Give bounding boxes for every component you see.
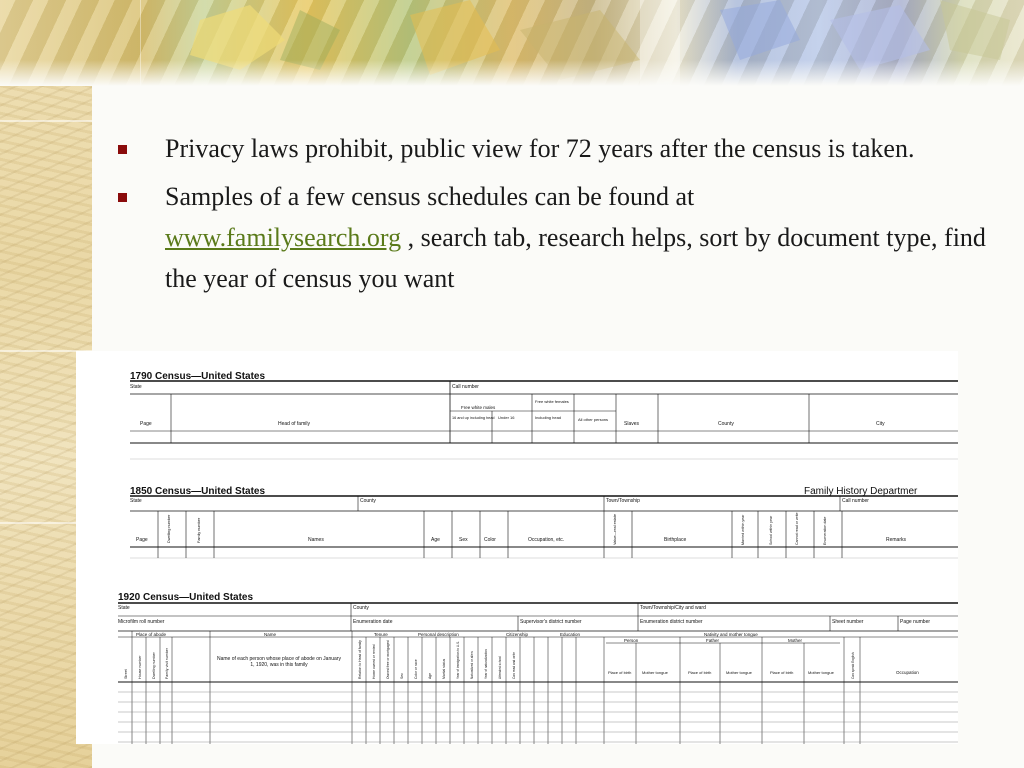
census-1790-col-city: City [876, 421, 885, 427]
census-1920-col-can-read: Can read and write [512, 652, 516, 679]
census-1920-col-family: Family visit number [165, 648, 169, 679]
census-1920-col-street: Street [124, 669, 128, 679]
census-forms-image [76, 351, 958, 744]
bullet-text-lead: Samples of a few census schedules can be found at [165, 182, 695, 211]
census-1920-col-year-immigration: Year of immigration to U.S. [456, 641, 460, 679]
census-1850-call-number-label: Call number [842, 498, 869, 504]
census-1920-col-relation: Relation to Head of family [358, 640, 362, 679]
census-1920-father: Father [706, 638, 720, 643]
census-1790-col-16-up: 16 and up including head [452, 416, 495, 420]
census-1850-col-married: Married within year [741, 514, 745, 545]
census-1850-form [130, 486, 958, 558]
census-1850-col-names: Names [308, 537, 324, 543]
census-1920-state-label: State [118, 605, 130, 611]
census-1920-microfilm-label: Microfilm roll number [118, 619, 165, 625]
census-1850-col-page: Page [136, 537, 148, 543]
census-1790-call-number-label: Call number [452, 384, 479, 390]
census-1920-page-label: Page number [900, 619, 931, 625]
census-1850-col-color: Color [484, 537, 496, 543]
census-1850-state-label: State [130, 498, 142, 504]
bullet-item [112, 128, 992, 169]
bullet-item [112, 176, 992, 299]
census-1850-col-cannot-read: Cannot read or write [795, 512, 799, 545]
census-1850-county-label: County [360, 498, 376, 504]
census-1850-col-sex: Sex [459, 537, 468, 543]
bullet-square-icon [118, 145, 127, 154]
census-1920-col-name-desc: Name of each person whose place of abode on January 1, 1920, was in this family [217, 656, 341, 668]
census-1920-enum-district-label: Enumeration district number [640, 619, 703, 625]
census-1790-col-head-of-family: Head of family [278, 421, 310, 427]
census-1850-institution: Family History Departmer [804, 486, 918, 497]
census-1790-state-label: State [130, 384, 142, 390]
census-1920-col-year-naturalization: Year of naturalization [484, 649, 488, 679]
census-1850-town-label: Town/Township [606, 498, 640, 504]
census-1920-town-label: Town/Township/City and ward [640, 605, 706, 611]
census-1790-col-slaves: Slaves [624, 421, 640, 427]
census-1790-col-including-head: Including head [535, 415, 562, 420]
census-1920-name-header: Name [264, 632, 277, 637]
census-1920-place-of-abode: Place of abode [136, 632, 167, 637]
census-1920-tenure: Tenure [374, 632, 388, 637]
census-1790-col-under-16: Under 16 [498, 415, 515, 420]
census-1850-col-dwelling: Dwelling number [167, 514, 171, 543]
census-1790-form [130, 371, 958, 459]
census-1920-col-naturalized: Naturalized or alien [470, 651, 474, 679]
census-1920-col-home-owned: Home owned or rented [372, 644, 376, 679]
census-1920-col-mother-place-birth: Place of birth [770, 670, 794, 675]
census-1920-sheet-label: Sheet number [832, 619, 864, 625]
census-1920-citizenship: Citizenship [506, 632, 529, 637]
census-1920-nativity: Nativity and mother tongue [704, 632, 758, 637]
census-1920-county-label: County [353, 605, 369, 611]
census-1920-col-color: Color or race [414, 659, 418, 679]
census-1850-col-occupation: Occupation, etc. [528, 537, 565, 543]
census-1920-personal-description: Personal description [418, 632, 459, 637]
top-banner [0, 0, 1024, 86]
census-1850-col-birthplace: Birthplace [664, 537, 687, 543]
census-1920-col-father-mother-tongue: Mother tongue [726, 670, 752, 675]
census-1850-col-age: Age [431, 537, 440, 543]
bullet-square-icon [118, 193, 127, 202]
census-1920-col-mother-tongue: Mother tongue [642, 670, 668, 675]
census-1850-col-enumeration: Enumeration date [823, 516, 827, 545]
census-1920-form [118, 592, 958, 744]
census-1850-col-family: Family number [197, 517, 201, 543]
census-1920-supervisor-label: Supervisor's district number [520, 619, 582, 625]
census-1850-col-remarks: Remarks [886, 537, 907, 543]
census-1920-education: Education [560, 632, 581, 637]
census-1920-col-father-place-birth: Place of birth [688, 670, 712, 675]
census-1920-col-marital: Marital status [442, 658, 446, 679]
census-1920-col-dwelling: Dwelling number [152, 652, 156, 679]
census-1790-title: 1790 Census—United States [130, 371, 266, 382]
census-1790-free-white-males: Free white males [461, 405, 496, 410]
census-1790-col-page: Page [140, 421, 152, 427]
census-1920-col-occupation: Occupation [896, 670, 919, 675]
census-1920-title: 1920 Census—United States [118, 592, 254, 603]
census-forms-drawing [76, 351, 958, 744]
census-1850-title: 1850 Census—United States [130, 486, 266, 497]
census-1920-col-age: Age [428, 672, 432, 679]
census-1850-col-school: School within year [769, 515, 773, 545]
census-1920-mother: Mother [788, 638, 803, 643]
census-1920-person: Person [624, 638, 639, 643]
census-1920-col-attended-school: Attended school [498, 656, 502, 679]
bullet-text [165, 176, 992, 299]
census-1850-col-value: Value—real estate [613, 514, 617, 545]
census-1920-col-house: House number [138, 655, 142, 679]
familysearch-link[interactable]: www.familysearch.org [165, 223, 402, 252]
census-1920-col-can-speak: Can speak English [851, 652, 855, 679]
census-1920-col-mother-mother-tongue: Mother tongue [808, 670, 834, 675]
census-1920-col-sex: Sex [400, 673, 404, 679]
census-1920-col-place-birth: Place of birth [608, 670, 632, 675]
bullet-text-tail: , search tab, research helps, sort by document type, find the year of census you want [165, 223, 986, 293]
census-1790-free-white-females: Free white females [535, 399, 569, 404]
census-1790-col-county: County [718, 421, 734, 427]
census-1920-enum-date-label: Enumeration date [353, 619, 393, 625]
census-1790-col-all-other: All other persons [578, 417, 609, 422]
bullet-text: Privacy laws prohibit, public view for 72 years after the census is taken. [165, 134, 915, 163]
bullet-list [112, 128, 992, 299]
census-1920-col-owned-free: Owned free or mortgaged [386, 640, 390, 679]
